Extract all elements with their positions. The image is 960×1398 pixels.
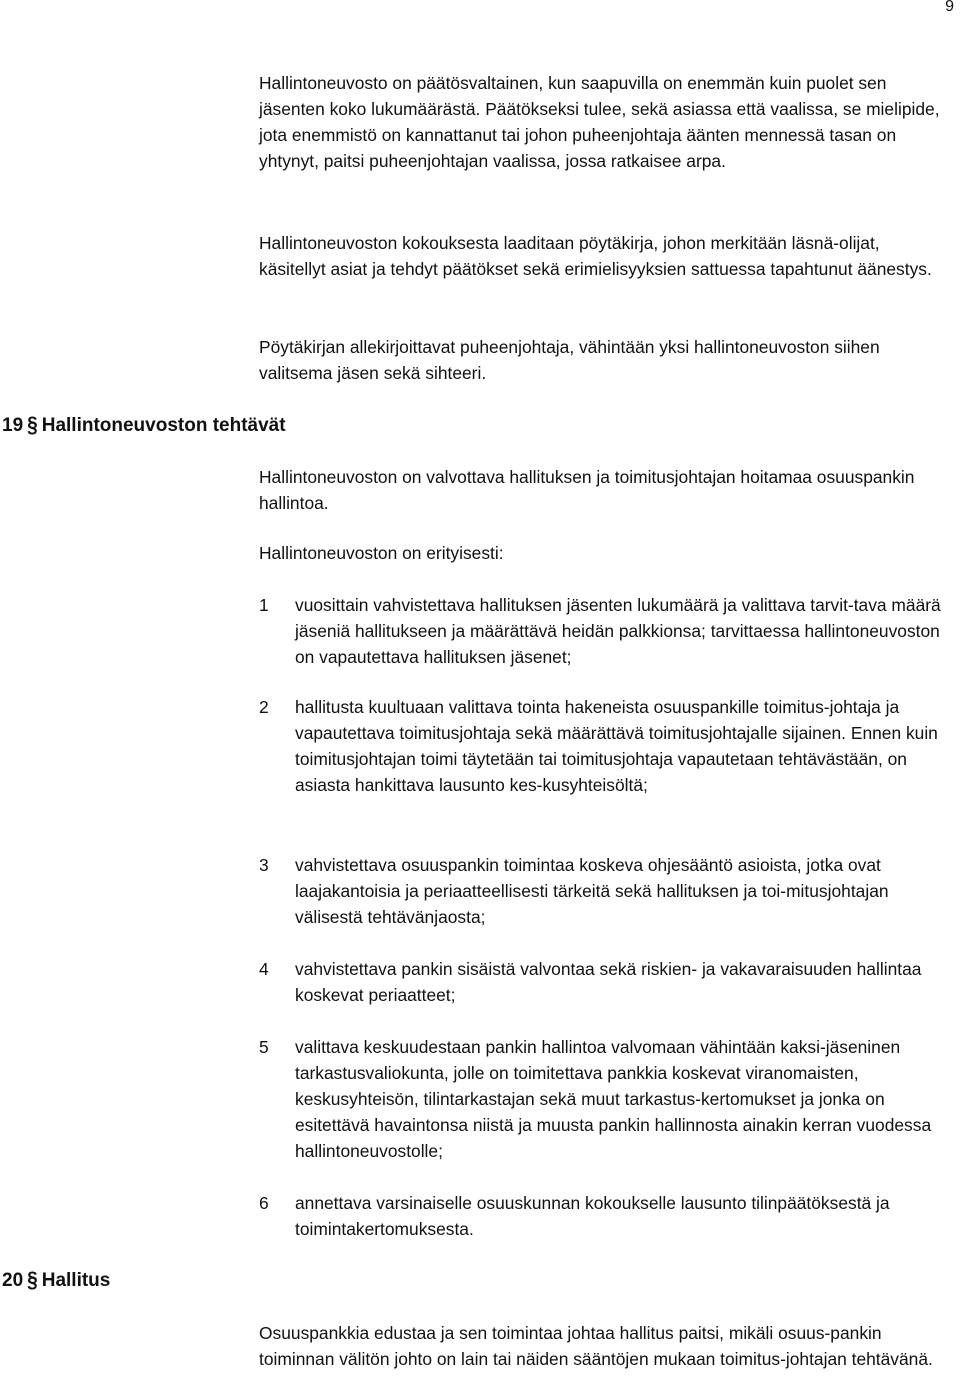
list-item-text: vahvistettava pankin sisäistä valvontaa sekä riskien- ja vakavaraisuuden hallintaa koskevat periaatteet; (295, 959, 922, 1005)
list-item-number: 2 (259, 697, 269, 717)
list-item (259, 956, 959, 1008)
list-item-number: 1 (259, 595, 269, 615)
list-item (259, 1034, 959, 1164)
list-item-text: hallitusta kuultuaan valittava tointa hakeneista osuuspankille toimitus-johtaja ja vapautettava toimitusjohtaja sekä määrättävä toimitusjohtajalle sijainen. Ennen kuin toimitusjohtajan toimi täytetään tai toimitusjohtaja vapautetaan tehtävästään, on asiasta hankittava lausunto kes-kusyhteisöltä; (295, 697, 938, 795)
list-item-text: vuosittain vahvistettava hallituksen jäsenten lukumäärä ja valittava tarvit-tava määrä jäseniä hallitukseen ja määrättävä heidän palkkionsa; tarvittaessa hallintoneuvoston on vapautettava hallituksen jäsenet; (295, 595, 941, 667)
list-item (259, 694, 959, 798)
supervision-paragraph: Hallintoneuvoston on valvottava hallituksen ja toimitusjohtajan hoitamaa osuuspankin hallintoa. (259, 467, 915, 513)
list-item (259, 852, 959, 930)
list-item-number: 4 (259, 959, 269, 979)
page-number: 9 (945, 0, 954, 15)
section-heading-19 (2, 413, 286, 439)
list-item-number: 5 (259, 1037, 269, 1057)
list-item-text: valittava keskuudestaan pankin hallintoa valvomaan vähintään kaksi-jäseninen tarkastusvaliokunta, jolle on toimitettava pankkia koskevat viranomaisten, keskusyhteisön, tilintarkastajan sekä muut tarkastus-kertomukset ja jonka on esitettävä havaintonsa niistä ja muusta pankin hallinnosta ainakin kerran vuodessa hallintoneuvostolle; (295, 1037, 932, 1161)
section-number: 20 (2, 1270, 24, 1291)
list-item-number: 6 (259, 1193, 269, 1213)
section-symbol: § (27, 413, 38, 438)
list-item-text: annettava varsinaiselle osuuskunnan kokoukselle lausunto tilinpäätöksestä ja toimintakertomuksesta. (295, 1193, 890, 1239)
list-item (259, 1190, 959, 1242)
section-heading-20 (2, 1268, 110, 1294)
section-symbol: § (27, 1268, 38, 1293)
section-number: 19 (2, 415, 24, 436)
board-paragraph: Osuuspankkia edustaa ja sen toimintaa johtaa hallitus paitsi, mikäli osuus-pankin toiminnan välitön johto on lain tai näiden sääntöjen mukaan toimitus-johtajan tehtävänä. (259, 1323, 933, 1369)
list-item-text: vahvistettava osuuspankin toimintaa koskeva ohjesääntö asioista, jotka ovat laajakantoisia ja periaatteellisesti tärkeitä sekä hallituksen ja toi-mitusjohtajan välisestä tehtävänjaosta; (295, 855, 889, 927)
especially-paragraph: Hallintoneuvoston on erityisesti: (259, 543, 504, 563)
signing-paragraph: Pöytäkirjan allekirjoittavat puheenjohtaja, vähintään yksi hallintoneuvoston siihen valitsema jäsen sekä sihteeri. (259, 337, 880, 383)
list-item-number: 3 (259, 855, 269, 875)
section-title: Hallitus (41, 1270, 111, 1291)
minutes-paragraph: Hallintoneuvoston kokouksesta laaditaan pöytäkirja, johon merkitään läsnä-olijat, käsitellyt asiat ja tehdyt päätökset sekä erimielisyyksien sattuessa tapahtunut äänestys. (259, 233, 932, 279)
list-item (259, 592, 959, 670)
section-title: Hallintoneuvoston tehtävät (41, 415, 286, 436)
quorum-paragraph: Hallintoneuvosto on päätösvaltainen, kun saapuvilla on enemmän kuin puolet sen jäsenten koko lukumäärästä. Päätökseksi tulee, sekä asiassa että vaalissa, se mielipide, jota enemmistö on kannattanut tai johon puheenjohtaja äänten mennessä tasan on yhtynyt, paitsi puheenjohtajan vaalissa, jossa ratkaisee arpa. (259, 73, 940, 171)
